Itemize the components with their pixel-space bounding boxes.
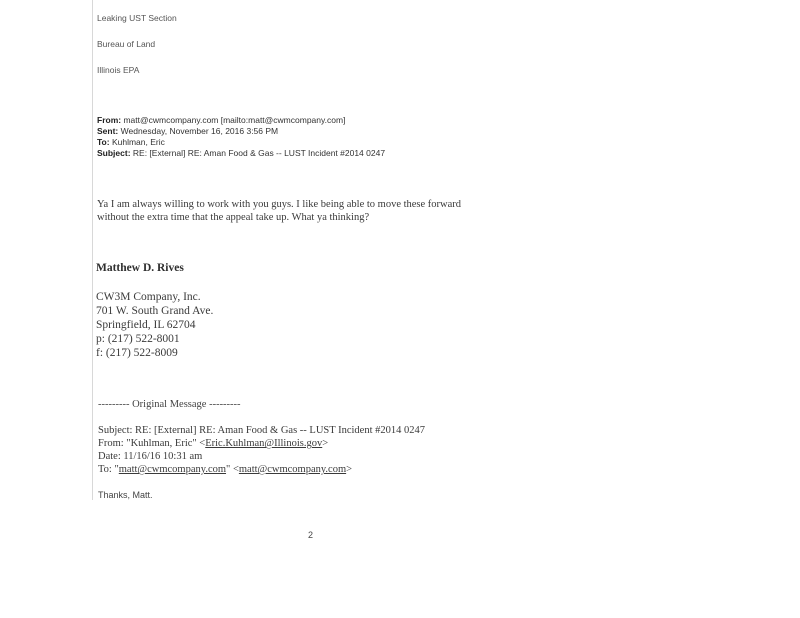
sender-company: CW3M Company, Inc. — [96, 291, 201, 303]
original-date: Date: 11/16/16 10:31 am — [98, 451, 203, 462]
original-from — [98, 437, 425, 450]
subject-value: RE: [External] RE: Aman Food & Gas -- LUST Incident #2014 0247 — [132, 148, 386, 158]
email-header — [97, 115, 385, 159]
to-label: To: — [97, 137, 110, 147]
sender-city: Springfield, IL 62704 — [96, 319, 196, 331]
original-to-mid: " < — [226, 464, 239, 475]
signature-bureau-line: Bureau of Land — [97, 39, 156, 49]
email-subject-row — [97, 148, 385, 159]
page-number: 2 — [308, 530, 314, 540]
body-line-2: without the extra time that the appeal take up. What ya thinking? — [97, 212, 370, 223]
signature-agency-line: Illinois EPA — [97, 65, 140, 75]
email-to-row — [97, 137, 385, 148]
original-from-suffix: > — [322, 438, 329, 449]
sender-phone: p: (217) 522-8001 — [96, 333, 180, 345]
email-sent-row — [97, 126, 385, 137]
from-value: matt@cwmcompany.com [mailto:matt@cwmcompany.com] — [123, 115, 346, 125]
page-margin-line — [92, 0, 93, 500]
sender-contact-block — [96, 290, 213, 360]
original-message-block — [98, 424, 425, 476]
sender-street: 701 W. South Grand Ave. — [96, 305, 214, 317]
body-line-1: Ya I am always willing to work with you guys. I like being able to move these forward — [97, 199, 462, 210]
sender-name: Matthew D. Rives — [96, 262, 184, 274]
sender-fax: f: (217) 522-8009 — [96, 347, 178, 359]
sent-value: Wednesday, November 16, 2016 3:56 PM — [120, 126, 279, 136]
from-label: From: — [97, 115, 122, 125]
email-from-row — [97, 115, 385, 126]
original-to-email-link-1[interactable]: matt@cwmcompany.com — [118, 464, 227, 475]
original-from-email-link[interactable]: Eric.Kuhlman@Illinois.gov — [205, 438, 323, 449]
sent-label: Sent: — [97, 126, 119, 136]
email-body — [97, 198, 461, 224]
original-to-prefix: To: " — [98, 464, 119, 475]
original-message-title: --------- Original Message --------- — [98, 399, 241, 410]
original-to-suffix: > — [346, 464, 353, 475]
subject-label: Subject: — [97, 148, 131, 158]
thanks-line: Thanks, Matt. — [98, 490, 153, 500]
original-from-prefix: From: "Kuhlman, Eric" < — [98, 438, 206, 449]
signature-section-line: Leaking UST Section — [97, 13, 177, 23]
original-subject: Subject: RE: [External] RE: Aman Food & Gas -- LUST Incident #2014 0247 — [98, 425, 426, 436]
original-to-email-link-2[interactable]: matt@cwmcompany.com — [238, 464, 347, 475]
to-value: Kuhlman, Eric — [111, 137, 165, 147]
original-to — [98, 463, 425, 476]
